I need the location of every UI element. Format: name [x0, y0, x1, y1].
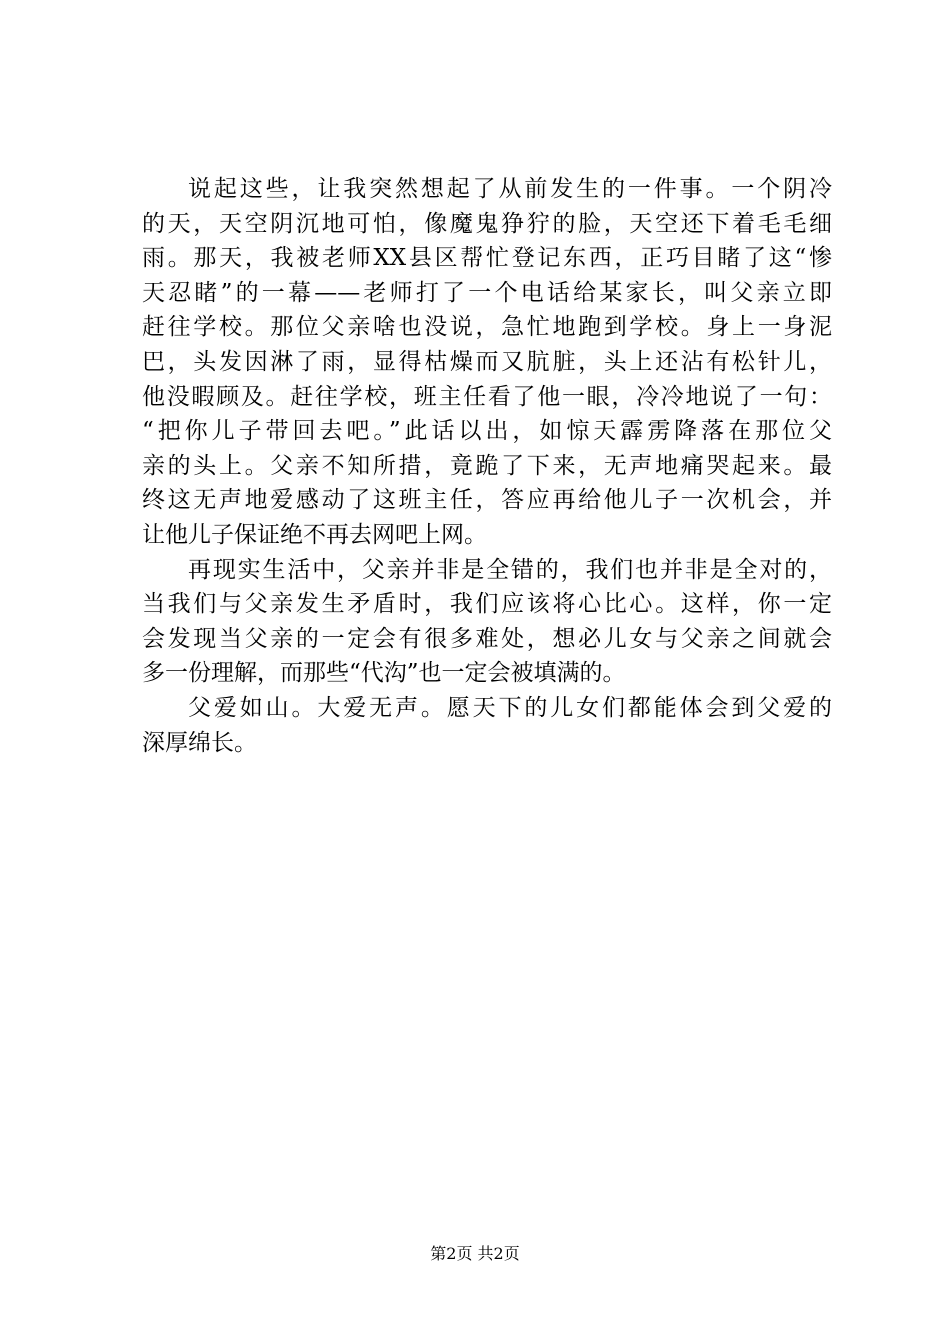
text-line: 赶往学校。那位父亲啥也没说，急忙地跑到学校。身上一身泥: [142, 314, 832, 341]
text-line: 天忍睹”的一幕——老师打了一个电话给某家长，叫父亲立即: [142, 279, 832, 306]
text-line: 父爱如山。大爱无声。愿天下的儿女们都能体会到父爱的: [188, 694, 832, 721]
text-line: “把你儿子带回去吧。”此话以出，如惊天霹雳降落在那位父: [142, 418, 832, 445]
page-footer: 第2页 共2页: [430, 1244, 520, 1263]
text-line: 再现实生活中，父亲并非是全错的，我们也并非是全对的，: [188, 556, 832, 583]
text-line: 巴，头发因淋了雨，显得枯燥而又肮脏，头上还沾有松针儿，: [142, 348, 832, 375]
text-line: 亲的头上。父亲不知所措，竟跪了下来，无声地痛哭起来。最: [142, 452, 832, 479]
text-line: 当我们与父亲发生矛盾时，我们应该将心比心。这样，你一定: [142, 591, 832, 618]
paragraph: [142, 553, 832, 691]
text-line: 说起这些，让我突然想起了从前发生的一件事。一个阴冷: [188, 176, 832, 202]
paragraph: [142, 691, 832, 760]
text-line: 雨。那天，我被老师XX县区帮忙登记东西，正巧目睹了这“惨: [142, 245, 832, 272]
text-line: 多一份理解，而那些“代沟”也一定会被填满的。: [142, 660, 626, 687]
text-line: 会发现当父亲的一定会有很多难处，想必儿女与父亲之间就会: [142, 625, 832, 652]
document-body: [142, 172, 832, 760]
text-line: 终这无声地爱感动了这班主任，答应再给他儿子一次机会，并: [142, 487, 832, 514]
text-line: 让他儿子保证绝不再去网吧上网。: [142, 521, 487, 548]
text-line: 的天，天空阴沉地可怕，像魔鬼狰狞的脸，天空还下着毛毛细: [142, 210, 832, 237]
text-line: 他没暇顾及。赶往学校，班主任看了他一眼，冷冷地说了一句：: [142, 383, 832, 410]
text-line: 深厚绵长。: [142, 729, 257, 756]
paragraph: [142, 172, 832, 553]
